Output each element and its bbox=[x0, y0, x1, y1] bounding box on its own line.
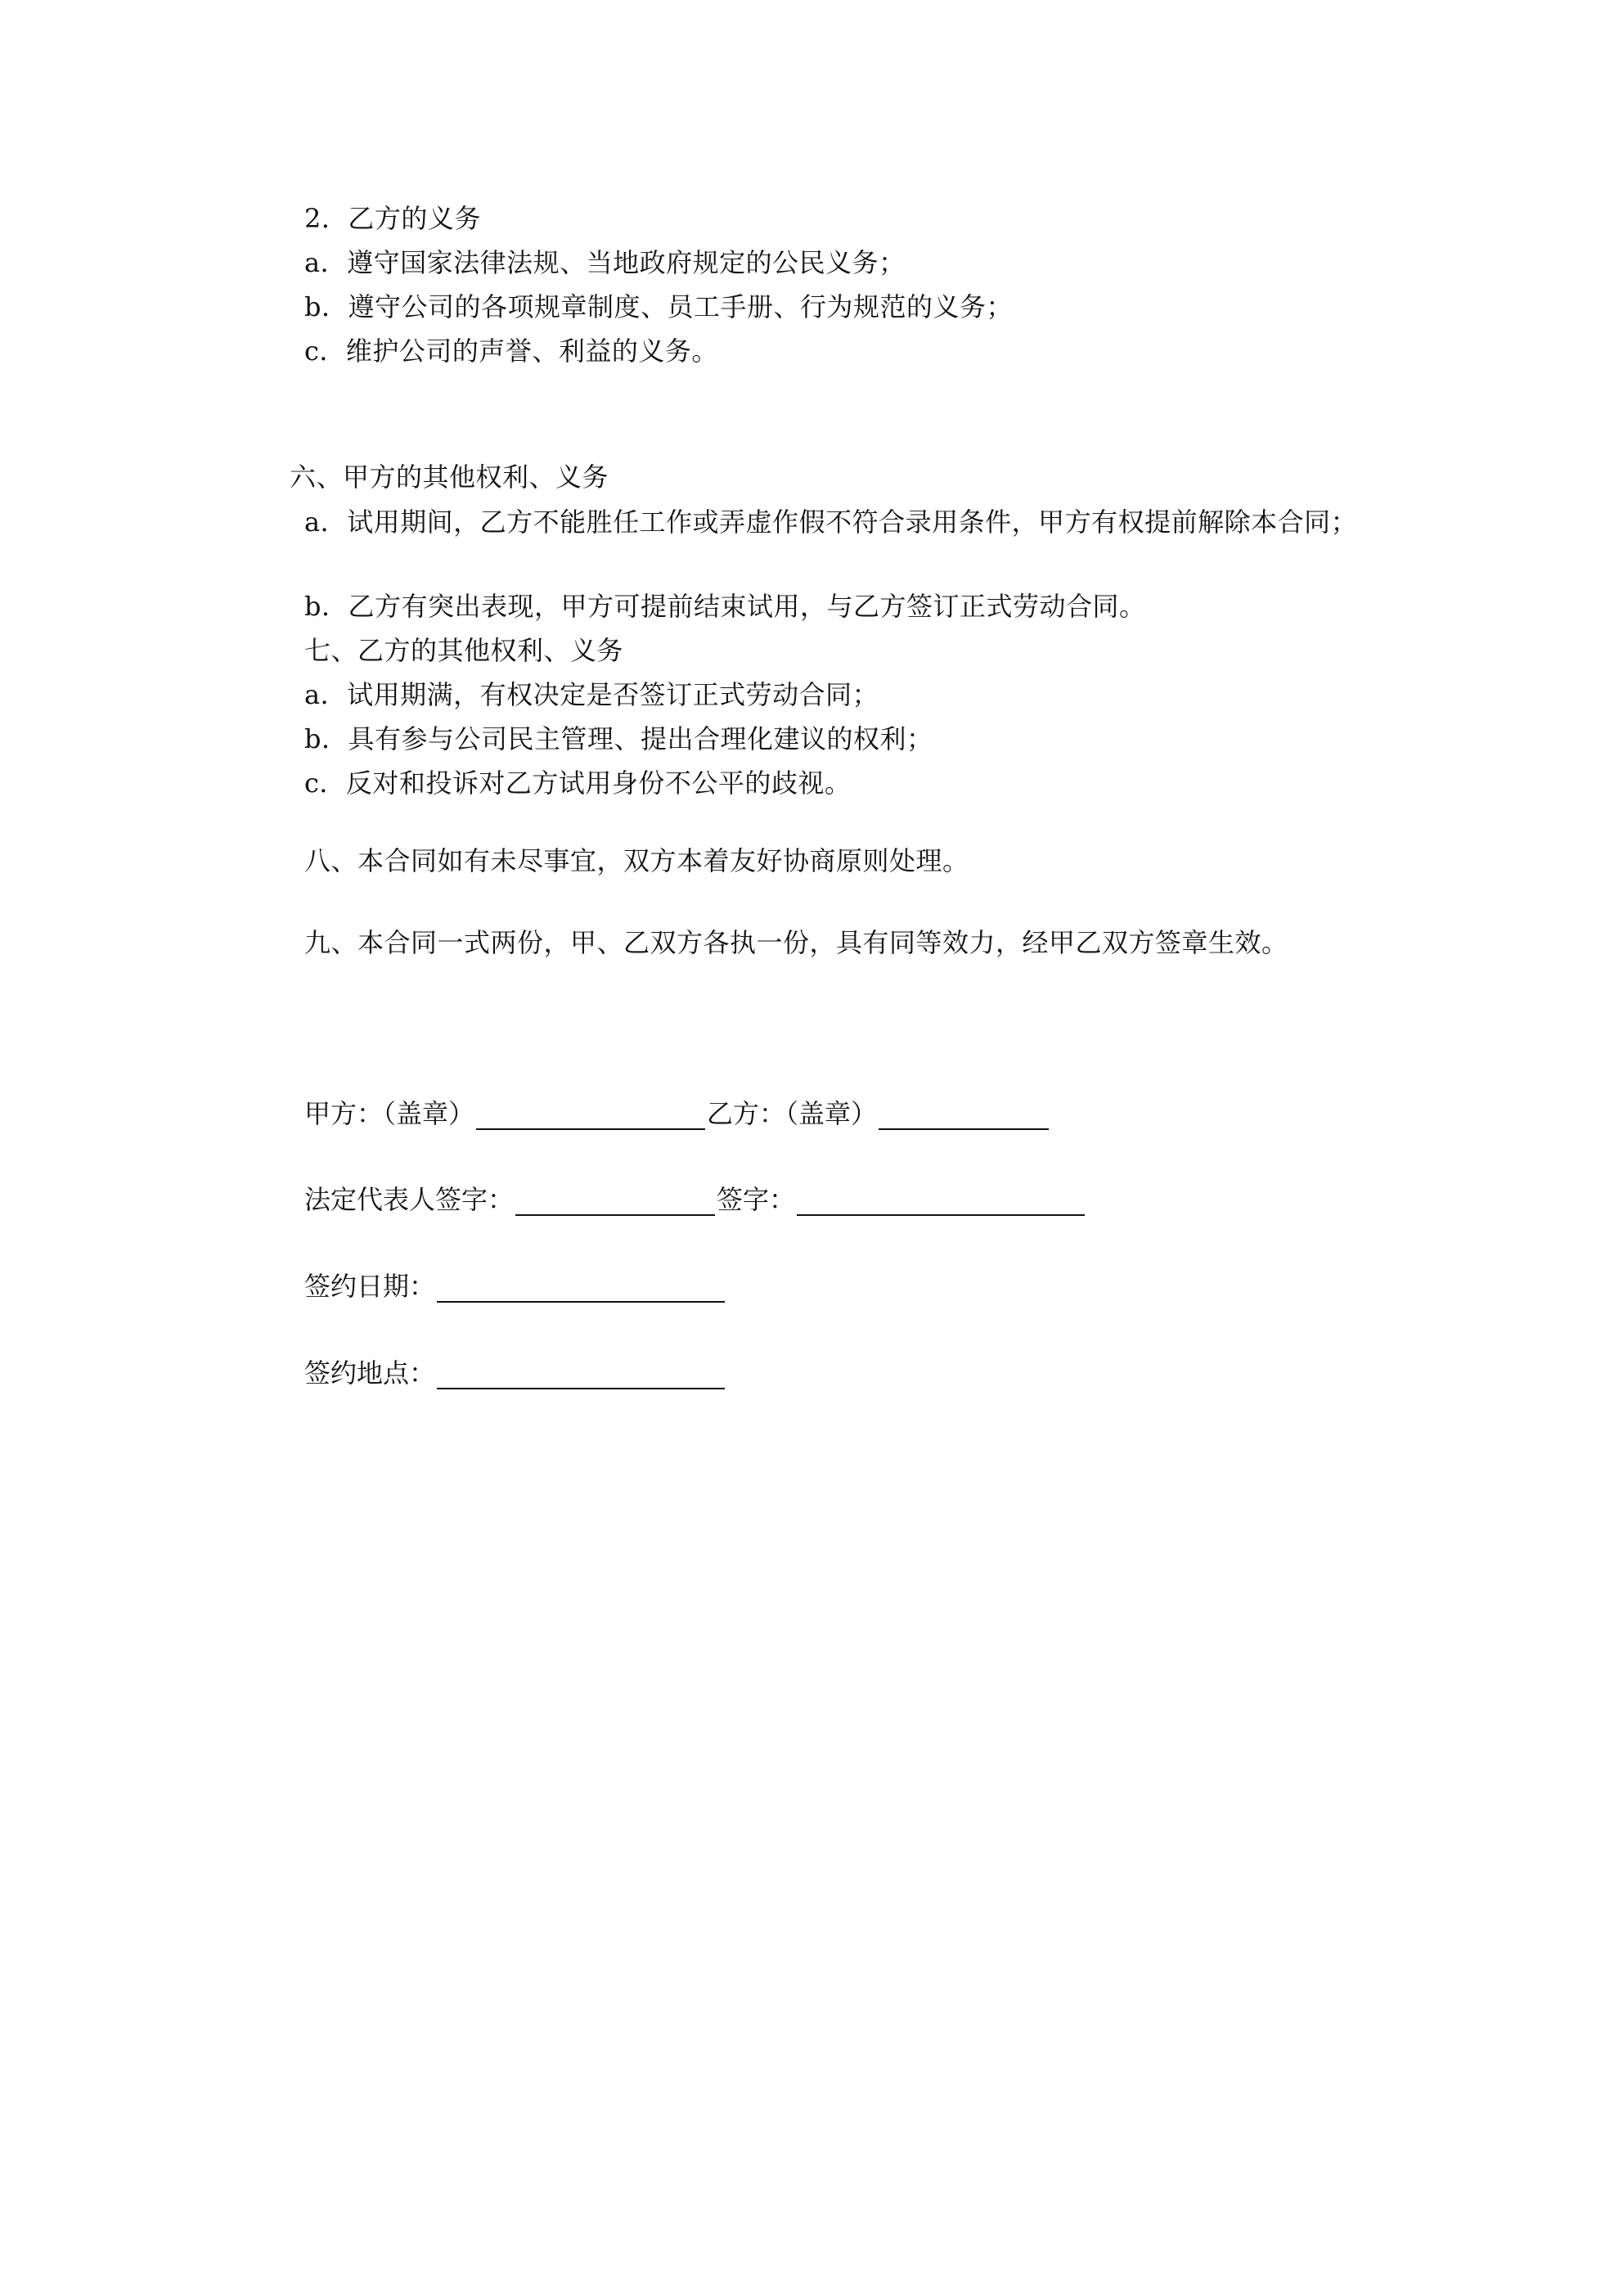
signing-place-field[interactable] bbox=[437, 1360, 725, 1389]
party-signature-row bbox=[304, 1097, 1050, 1130]
obligations-heading: 2．乙方的义务 bbox=[304, 203, 481, 234]
section-seven-item-c: c．反对和投诉对乙方试用身份不公平的歧视。 bbox=[304, 768, 852, 799]
section-eight: 八、本合同如有未尽事宜，双方本着友好协商原则处理。 bbox=[304, 845, 969, 876]
sign-label: 签字： bbox=[717, 1184, 796, 1215]
party-b-label: 乙方：（盖章） bbox=[707, 1098, 878, 1129]
obligation-item-a: a．遵守国家法律法规、当地政府规定的公民义务； bbox=[304, 247, 906, 278]
section-six-item-b: b．乙方有突出表现，甲方可提前结束试用，与乙方签订正式劳动合同。 bbox=[304, 591, 1146, 622]
obligation-item-b: b．遵守公司的各项规章制度、员工手册、行为规范的义务； bbox=[304, 291, 1013, 322]
party-a-label: 甲方：（盖章） bbox=[304, 1098, 475, 1129]
section-seven-item-b: b．具有参与公司民主管理、提出合理化建议的权利； bbox=[304, 723, 933, 754]
section-nine: 九、本合同一式两份，甲、乙双方各执一份，具有同等效力，经甲乙双方签章生效。 bbox=[304, 927, 1288, 958]
signing-date-label: 签约日期： bbox=[304, 1271, 436, 1302]
section-six-heading: 六、甲方的其他权利、义务 bbox=[290, 461, 609, 493]
legal-rep-label: 法定代表人签字： bbox=[304, 1184, 515, 1215]
legal-rep-signature-field[interactable] bbox=[515, 1186, 715, 1216]
party-b-seal-field[interactable] bbox=[879, 1101, 1049, 1130]
section-six-item-a: a．试用期间，乙方不能胜任工作或弄虚作假不符合录用条件，甲方有权提前解除本合同； bbox=[304, 506, 1358, 538]
obligation-item-c: c．维护公司的声誉、利益的义务。 bbox=[304, 335, 718, 367]
signing-place-label: 签约地点： bbox=[304, 1357, 436, 1389]
representative-signature-row bbox=[304, 1183, 1086, 1216]
signing-date-field[interactable] bbox=[437, 1273, 725, 1303]
party-a-seal-field[interactable] bbox=[476, 1101, 705, 1130]
signature-field[interactable] bbox=[797, 1186, 1085, 1216]
section-seven-item-a: a．试用期满，有权决定是否签订正式劳动合同； bbox=[304, 679, 879, 710]
place-row bbox=[304, 1357, 726, 1389]
date-row bbox=[304, 1270, 726, 1303]
section-seven-heading: 七、乙方的其他权利、义务 bbox=[304, 635, 624, 666]
